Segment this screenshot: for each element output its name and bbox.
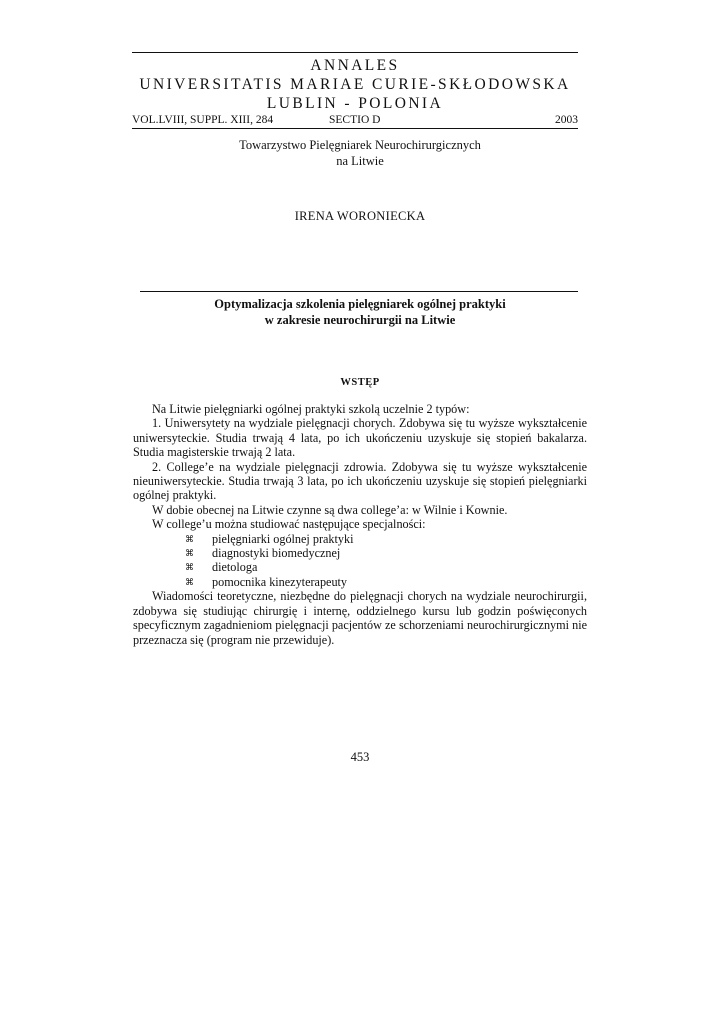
author-affiliation	[132, 137, 588, 169]
journal-name-line2: UNIVERSITATIS MARIAE CURIE-SKŁODOWSKA	[139, 76, 571, 93]
sectio-info: SECTIO D	[329, 114, 381, 126]
affiliation-line2: na Litwie	[336, 154, 384, 168]
list-item-text: pomocnika kinezyterapeuty	[212, 574, 348, 589]
bullet-icon: ⌘	[185, 576, 194, 587]
masthead-top-rule	[132, 52, 578, 53]
journal-meta-row	[132, 113, 578, 129]
list-item	[185, 546, 587, 560]
section-heading: WSTĘP	[340, 377, 380, 388]
author-name: IRENA WORONIECKA	[294, 209, 426, 223]
affiliation-line1: Towarzystwo Pielęgniarek Neurochirurgicznych	[239, 138, 481, 152]
bullet-icon: ⌘	[185, 548, 194, 559]
bullet-icon: ⌘	[185, 562, 194, 573]
journal-masthead	[132, 52, 578, 129]
article-body	[133, 402, 587, 647]
article-title	[132, 296, 588, 328]
list-item	[185, 575, 587, 589]
paragraph: 2. College’e na wydziale pielęgnacji zdrowia. Zdobywa się tu wyższe wykształcenie nieuniwersyteckie. Studia trwają 3 lata, po ich ukończeniu uzyskuje się stopień pielęgniarki ogólnej praktyki.	[133, 459, 587, 503]
volume-info: VOL.LVIII, SUPPL. XIII, 284	[132, 114, 274, 126]
publication-year: 2003	[555, 114, 578, 126]
journal-name-line1: ANNALES	[310, 57, 400, 74]
journal-location: LUBLIN - POLONIA	[266, 95, 444, 112]
bullet-icon: ⌘	[185, 533, 194, 544]
specialties-list	[133, 532, 587, 590]
paragraph: W dobie obecnej na Litwie czynne są dwa college’a: w Wilnie i Kownie.	[152, 502, 508, 517]
list-item-text: diagnostyki biomedycznej	[212, 546, 341, 561]
paragraph: 1. Uniwersytety na wydziale pielęgnacji chorych. Zdobywa się tu wyższe wykształcenie uniwersyteckie. Studia trwają 4 lata, po ich ukończeniu uzyskuje się stopień bakalarza. Studia magisterskie trwają 2 lata.	[133, 416, 587, 460]
list-item	[185, 532, 587, 546]
paragraph: Na Litwie pielęgniarki ogólnej praktyki szkolą uczelnie 2 typów:	[152, 402, 470, 416]
page-number: 453	[350, 750, 370, 764]
list-item-text: pielęgniarki ogólnej praktyki	[212, 531, 354, 546]
title-rule	[140, 291, 578, 292]
paragraph: W college’u można studiować następujące specjalności:	[152, 517, 426, 532]
list-item-text: dietologa	[212, 560, 258, 575]
title-line1: Optymalizacja szkolenia pielęgniarek ogólnej praktyki	[214, 297, 506, 311]
list-item	[185, 560, 587, 574]
paragraph: Wiadomości teoretyczne, niezbędne do pielęgnacji chorych na wydziale neurochirurgii, zdobywa się studiując chirurgię i internę, oddzielnego kursu lub godzin poświęconych specyficznym zagadnieniom pielęgnacji pacjentów ze schorzeniami neurochirurgicznymi nie przeznacza się (program nie przewiduje).	[133, 589, 587, 647]
title-line2: w zakresie neurochirurgii na Litwie	[264, 313, 456, 327]
